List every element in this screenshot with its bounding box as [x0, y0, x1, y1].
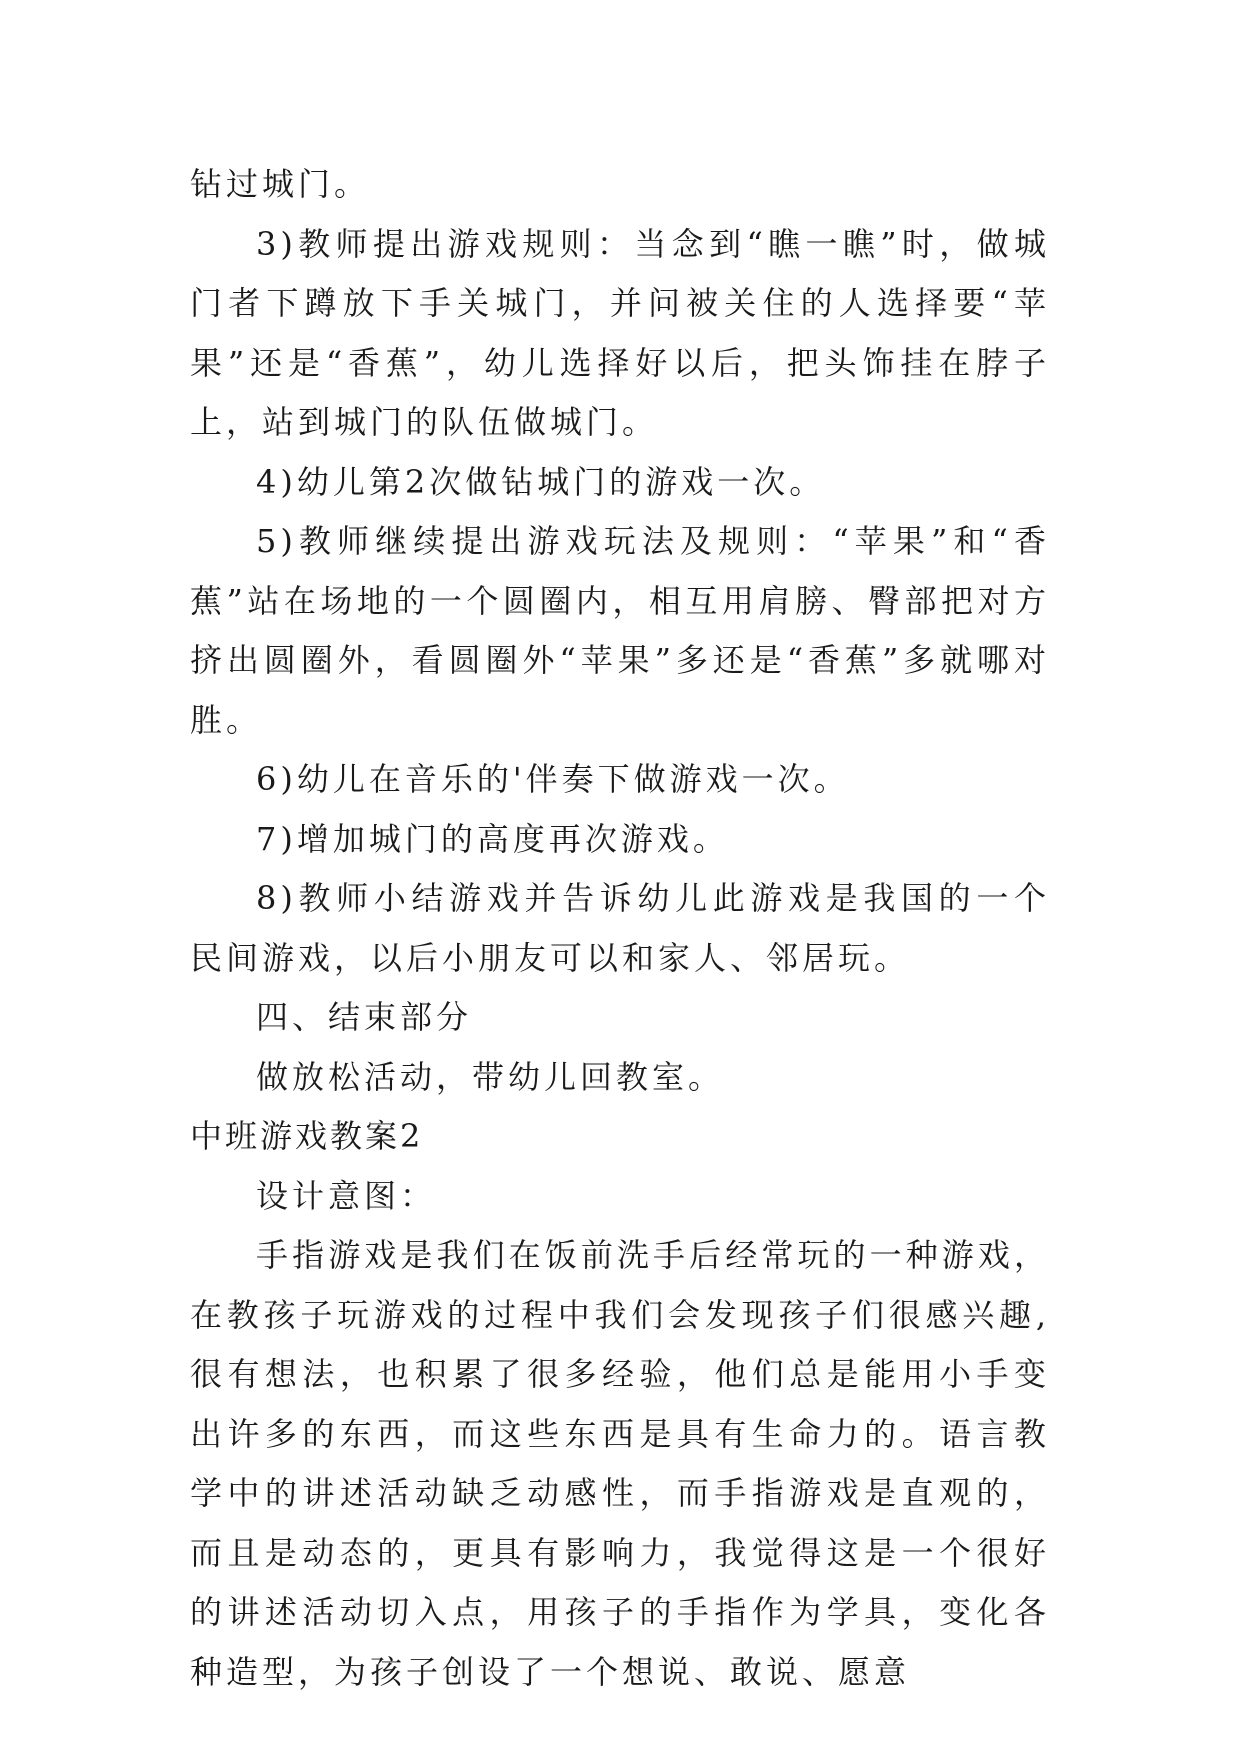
lesson-plan-title: 中班游戏教案2: [190, 1117, 424, 1155]
paragraph-step-6: 6)幼儿在音乐的'伴奏下做游戏一次。: [256, 760, 850, 798]
paragraph-step-3: 3)教师提出游戏规则：当念到“瞧一瞧”时，做城门者下蹲放下手关城门，并问被关住的人选择要“苹果”还是“香蕉”，幼儿选择好以后，把头饰挂在脖子上，站到城门的队伍做城门。: [190, 224, 1050, 441]
section-heading-ending: 四、结束部分: [256, 998, 473, 1036]
paragraph-step-5: 5)教师继续提出游戏玩法及规则：“苹果”和“香蕉”站在场地的一个圆圈内，相互用肩膀、臀部把对方挤出圆圈外，看圆圈外“苹果”多还是“香蕉”多就哪对胜。: [190, 522, 1050, 739]
section-heading-design-intent: 设计意图：: [256, 1176, 437, 1215]
paragraph-design-intent: 手指游戏是我们在饭前洗手后经常玩的一种游戏，在教孩子玩游戏的过程中我们会发现孩子们很感兴趣,很有想法，也积累了很多经验，他们总是能用小手变出许多的东西，而这些东西是具有生命力的。语言教学中的讲述活动缺乏动感性，而手指游戏是直观的，而且是动态的，更具有影响力，我觉得这是一个很好的讲述活动切入点，用孩子的手指作为学具，变化各种造型，为孩子创设了一个想说、敢说、愿意: [190, 1236, 1050, 1691]
paragraph-step-7: 7)增加城门的高度再次游戏。: [256, 819, 729, 858]
paragraph-step-8: 8)教师小结游戏并告诉幼儿此游戏是我国的一个民间游戏，以后小朋友可以和家人、邻居玩。: [190, 879, 1050, 977]
paragraph-ending: 做放松活动，带幼儿回教室。: [256, 1057, 725, 1096]
document-body: [190, 155, 1050, 1702]
paragraph-step-4: 4)幼儿第2次做钻城门的游戏一次。: [256, 462, 826, 501]
paragraph-continuation: 钻过城门。: [190, 165, 371, 203]
